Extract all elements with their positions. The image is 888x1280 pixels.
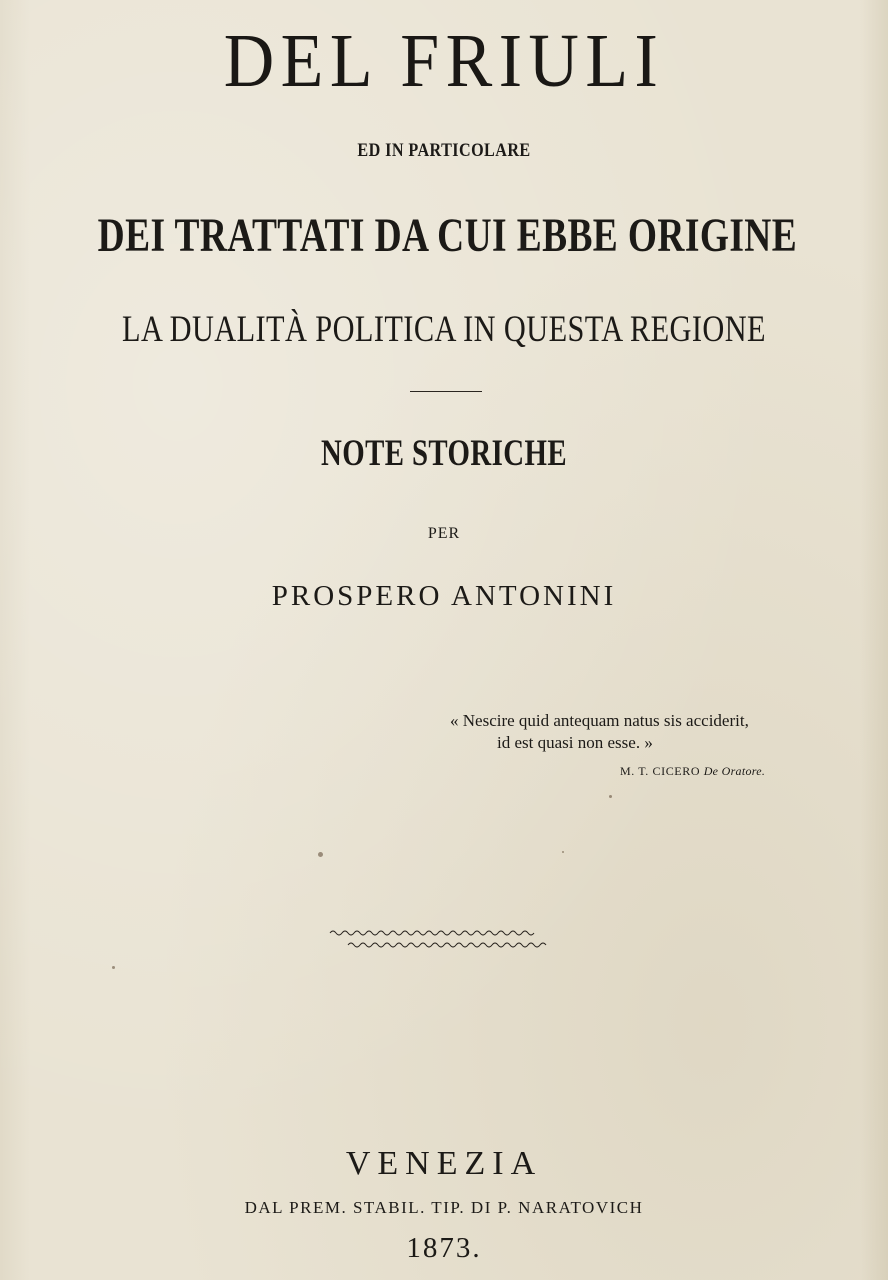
- epigraph-line-2: id est quasi non esse. »: [497, 733, 653, 752]
- epigraph-author: M. T. CICERO: [620, 764, 701, 778]
- imprint-place: VENEZIA: [345, 1145, 543, 1182]
- ink-speck: [318, 852, 323, 857]
- epigraph-line-1: « Nescire quid antequam natus sis acciderit,: [450, 711, 749, 730]
- separator-rule: [410, 391, 482, 392]
- imprint-printer: DAL PREM. STABIL. TIP. DI P. NARATOVICH: [244, 1198, 644, 1217]
- subtitle-duality: LA DUALITÀ POLITICA IN QUESTA REGIONE: [122, 309, 766, 350]
- wavy-ornament: [328, 925, 548, 955]
- book-title: DEL FRIULI: [223, 19, 665, 103]
- epigraph-attribution: [620, 760, 765, 782]
- section-heading: NOTE STORICHE: [321, 433, 567, 474]
- epigraph-work: De Oratore.: [703, 764, 766, 778]
- subtitle-treaties: DEI TRATTATI DA CUI EBBE ORIGINE: [97, 209, 798, 262]
- imprint-year: 1873.: [406, 1232, 482, 1264]
- ink-speck: [112, 966, 115, 969]
- by-label: PER: [427, 525, 461, 542]
- ink-speck: [609, 795, 612, 798]
- subtitle-connector: ED IN PARTICOLARE: [357, 140, 531, 161]
- author-name: PROSPERO ANTONINI: [271, 580, 617, 612]
- ink-speck: [562, 851, 564, 853]
- epigraph: [450, 710, 870, 778]
